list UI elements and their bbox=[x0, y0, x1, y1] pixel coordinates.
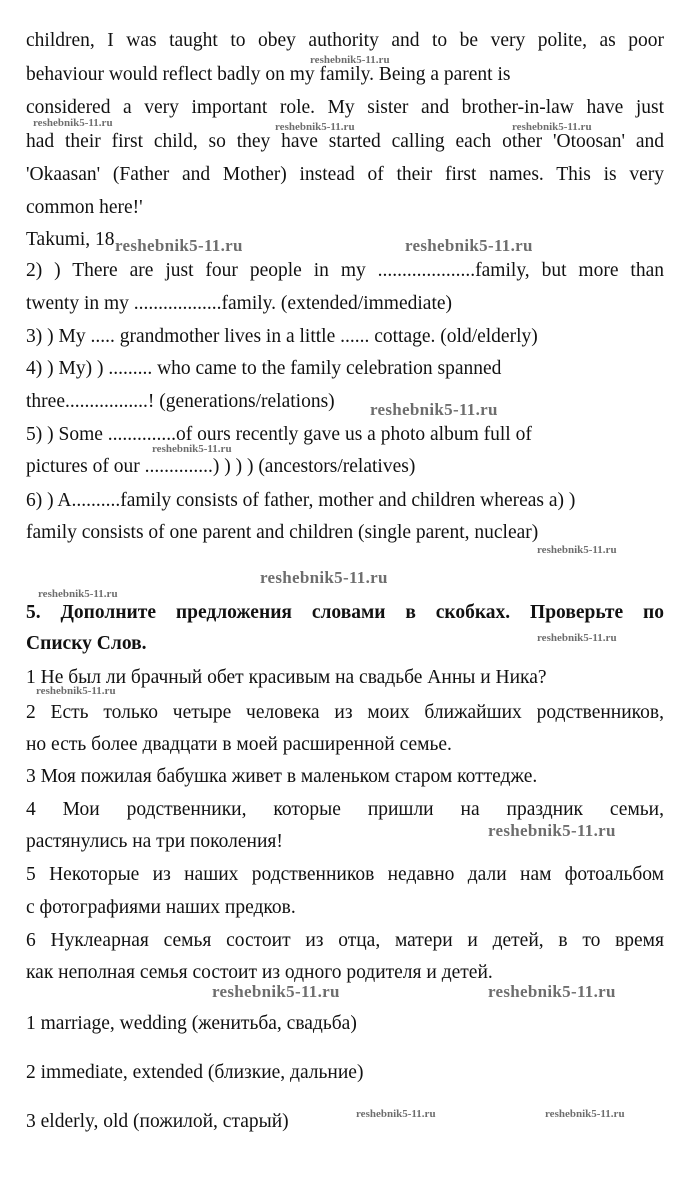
watermark-stamp: reshebnik5-11.ru bbox=[537, 632, 617, 644]
exercise-item-3: 3) ) My ..... grandmother lives in a little ...... cottage. (old/elderly) bbox=[26, 326, 538, 347]
watermark-stamp: reshebnik5-11.ru bbox=[212, 982, 340, 1001]
text-line-6: common here!' bbox=[26, 197, 143, 218]
section-5-heading-line-1: 5. Дополните предложения словами в скобках. Проверьте по bbox=[26, 602, 664, 623]
watermark-stamp: reshebnik5-11.ru bbox=[260, 568, 388, 587]
text-line-4: had their first child, so they have started calling each other 'Otoosan' and bbox=[26, 131, 664, 152]
exercise-item-2-line-2: twenty in my ..................family. (extended/immediate) bbox=[26, 293, 453, 314]
translation-4-line-2: растянулись на три поколения! bbox=[26, 831, 283, 852]
watermark-stamp: reshebnik5-11.ru bbox=[545, 1108, 625, 1120]
translation-5-line-1: 5 Некоторые из наших родственников недавно дали нам фотоальбом bbox=[26, 864, 664, 885]
watermark-stamp: reshebnik5-11.ru bbox=[115, 236, 243, 255]
watermark-stamp: reshebnik5-11.ru bbox=[275, 121, 355, 133]
watermark-stamp: reshebnik5-11.ru bbox=[152, 443, 232, 455]
exercise-item-5-line-2: pictures of our ..............) ) ) ) (ancestors/relatives) bbox=[26, 456, 416, 477]
watermark-stamp: reshebnik5-11.ru bbox=[488, 821, 616, 840]
watermark-stamp: reshebnik5-11.ru bbox=[488, 982, 616, 1001]
translation-1: 1 Не был ли брачный обет красивым на свадьбе Анны и Ника? bbox=[26, 667, 547, 688]
answer-2: 2 immediate, extended (близкие, дальние) bbox=[26, 1062, 364, 1083]
translation-5-line-2: с фотографиями наших предков. bbox=[26, 897, 296, 918]
watermark-stamp: reshebnik5-11.ru bbox=[36, 685, 116, 697]
translation-3: 3 Моя пожилая бабушка живет в маленьком старом коттедже. bbox=[26, 766, 538, 787]
answer-1: 1 marriage, wedding (женитьба, свадьба) bbox=[26, 1013, 357, 1034]
translation-2-line-1: 2 Есть только четыре человека из моих ближайших родственников, bbox=[26, 702, 664, 723]
watermark-stamp: reshebnik5-11.ru bbox=[310, 54, 390, 66]
text-line-1: children, I was taught to obey authority and to be very polite, as poor bbox=[26, 30, 664, 51]
watermark-stamp: reshebnik5-11.ru bbox=[512, 121, 592, 133]
exercise-item-2-line-1: 2) ) There are just four people in my ....................family, but more than bbox=[26, 260, 664, 281]
text-line-2: behaviour would reflect badly on my family. Being a parent is bbox=[26, 64, 511, 85]
exercise-item-5-line-1: 5) ) Some ..............of ours recently gave us a photo album full of bbox=[26, 424, 532, 445]
translation-6-line-2: как неполная семья состоит из одного родителя и детей. bbox=[26, 962, 493, 983]
exercise-item-6-line-1: 6) ) A..........family consists of father, mother and children whereas a) ) bbox=[26, 490, 576, 511]
text-line-5: 'Okaasan' (Father and Mother) instead of their first names. This is very bbox=[26, 164, 664, 185]
watermark-stamp: reshebnik5-11.ru bbox=[537, 544, 617, 556]
translation-6-line-1: 6 Нуклеарная семья состоит из отца, матери и детей, в то время bbox=[26, 930, 664, 951]
watermark-stamp: reshebnik5-11.ru bbox=[33, 117, 113, 129]
exercise-item-4-line-2: three.................! (generations/relations) bbox=[26, 391, 335, 412]
author-signature: Takumi, 18 bbox=[26, 229, 115, 250]
exercise-item-4-line-1: 4) ) My) ) ......... who came to the family celebration spanned bbox=[26, 358, 502, 379]
exercise-item-6-line-2: family consists of one parent and children (single parent, nuclear) bbox=[26, 522, 539, 543]
watermark-stamp: reshebnik5-11.ru bbox=[356, 1108, 436, 1120]
section-5-heading-line-2: Списку Слов. bbox=[26, 633, 147, 654]
watermark-stamp: reshebnik5-11.ru bbox=[38, 588, 118, 600]
translation-4-line-1: 4 Мои родственники, которые пришли на праздник семьи, bbox=[26, 799, 664, 820]
translation-2-line-2: но есть более двадцати в моей расширенной семье. bbox=[26, 734, 452, 755]
watermark-stamp: reshebnik5-11.ru bbox=[370, 400, 498, 419]
watermark-stamp: reshebnik5-11.ru bbox=[405, 236, 533, 255]
answer-3: 3 elderly, old (пожилой, старый) bbox=[26, 1111, 289, 1132]
text-line-3: considered a very important role. My sister and brother-in-law have just bbox=[26, 97, 664, 118]
